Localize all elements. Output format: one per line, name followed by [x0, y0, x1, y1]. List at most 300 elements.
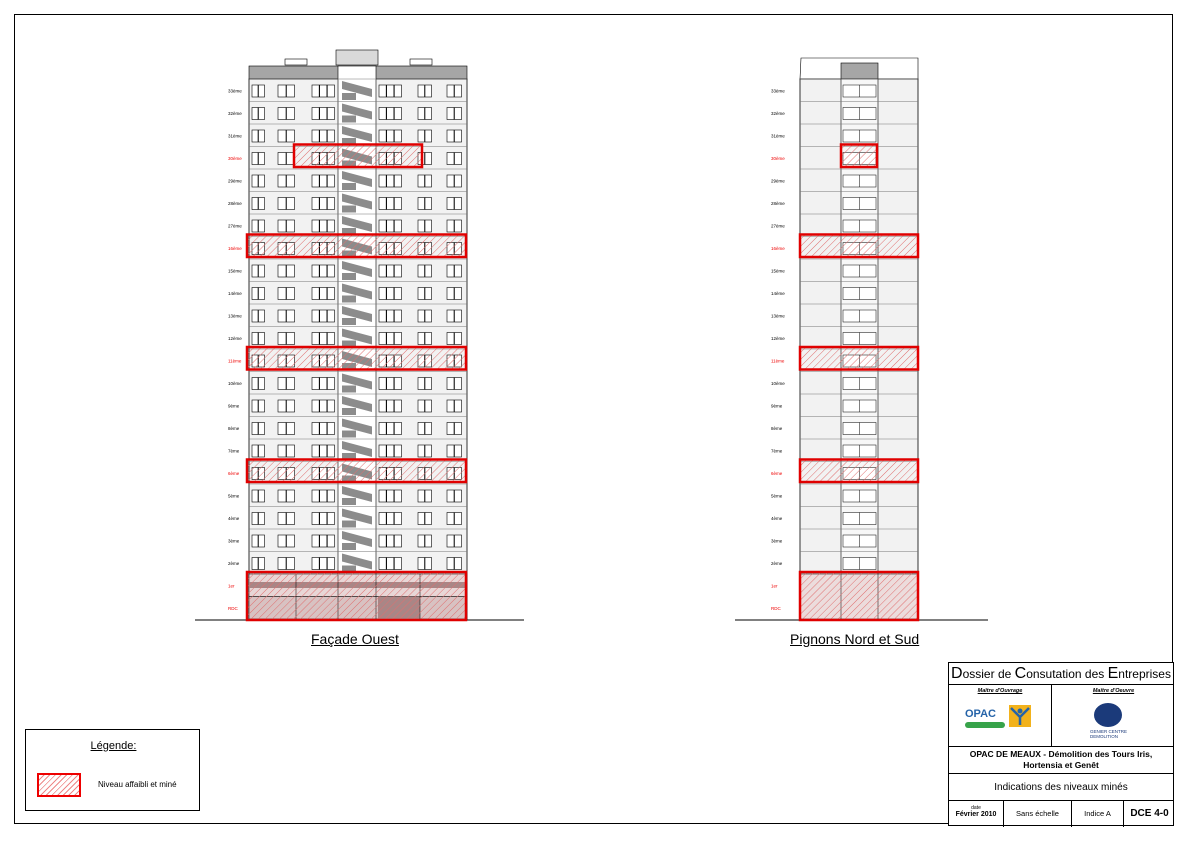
mined-zone-hatch [247, 235, 466, 258]
window [447, 400, 454, 412]
west-level-label: 12ème [228, 335, 242, 341]
window [387, 175, 394, 187]
window [320, 333, 327, 345]
window [387, 220, 394, 232]
window [425, 198, 432, 210]
window [327, 378, 334, 390]
legend-swatch-mined [37, 773, 81, 797]
window [387, 445, 394, 457]
window [455, 423, 462, 435]
window [418, 220, 425, 232]
window [259, 288, 265, 300]
window [387, 535, 394, 547]
reference-cell: DCE 4-0 [1130, 808, 1169, 819]
window [287, 310, 295, 322]
window [447, 490, 454, 502]
window [455, 198, 462, 210]
window [418, 490, 425, 502]
window [418, 558, 425, 570]
window [418, 423, 425, 435]
west-level-label: 13ème [228, 313, 242, 319]
window [252, 220, 258, 232]
window [278, 265, 286, 277]
opac-logo-text: OPAC [965, 708, 996, 720]
pignon-level-label: 1er [771, 583, 778, 589]
pignon-level-label: 29ème [771, 178, 785, 184]
window [447, 333, 454, 345]
window [259, 490, 265, 502]
mined-zone-hatch [247, 347, 466, 370]
window [327, 175, 334, 187]
window [312, 288, 319, 300]
window [287, 108, 295, 120]
west-level-label: 10ème [228, 380, 242, 386]
west-level-label: RDC [228, 605, 238, 611]
mined-zone-hatch [800, 347, 918, 370]
stair-landing [342, 206, 356, 213]
pignon-level-label: 9ème [771, 403, 783, 409]
window [312, 310, 319, 322]
window [312, 175, 319, 187]
window [252, 558, 258, 570]
window [425, 265, 432, 277]
window [394, 85, 401, 97]
window [418, 85, 425, 97]
window [418, 535, 425, 547]
title-letter-e: E [1107, 665, 1119, 682]
title-part-1: ossier de [962, 667, 1015, 681]
legend-box [25, 729, 200, 811]
window [278, 175, 286, 187]
window [278, 445, 286, 457]
window [379, 220, 386, 232]
window [387, 558, 394, 570]
window [455, 310, 462, 322]
stair-landing [342, 273, 356, 280]
window [455, 490, 462, 502]
window [379, 535, 386, 547]
window [287, 423, 295, 435]
window [418, 265, 425, 277]
owner-label: Maître d'Ouvrage [977, 688, 1023, 694]
west-level-label: 31ème [228, 133, 242, 139]
window [252, 378, 258, 390]
window [312, 198, 319, 210]
window [425, 108, 432, 120]
window [287, 400, 295, 412]
window [418, 378, 425, 390]
window [252, 310, 258, 322]
window [379, 558, 386, 570]
west-level-label: 8ème [228, 425, 240, 431]
window [327, 445, 334, 457]
window [320, 558, 327, 570]
window [312, 400, 319, 412]
window [252, 333, 258, 345]
window [447, 445, 454, 457]
window [394, 220, 401, 232]
date-cell [949, 801, 1004, 827]
window [387, 310, 394, 322]
pignon-level-label: 2ème [771, 560, 783, 566]
window [387, 288, 394, 300]
window [320, 288, 327, 300]
window [394, 265, 401, 277]
window [394, 108, 401, 120]
window [287, 288, 295, 300]
window [287, 130, 295, 142]
west-level-label: 33ème [228, 88, 242, 94]
window [387, 108, 394, 120]
window [455, 333, 462, 345]
window [455, 265, 462, 277]
window [394, 513, 401, 525]
window [387, 265, 394, 277]
window [327, 535, 334, 547]
stair-landing [342, 93, 356, 100]
pignon-level-label: 33ème [771, 88, 785, 94]
window [287, 445, 295, 457]
window [447, 265, 454, 277]
window [418, 513, 425, 525]
window [320, 490, 327, 502]
window [312, 220, 319, 232]
window [455, 288, 462, 300]
date-label: date [971, 805, 981, 811]
window [394, 198, 401, 210]
west-level-label: 28ème [228, 200, 242, 206]
window [425, 175, 432, 187]
roof-stair-head [336, 50, 378, 65]
window [327, 198, 334, 210]
window [287, 378, 295, 390]
pignon-level-labels [771, 88, 785, 611]
pignon-level-label: 11ème [771, 358, 785, 364]
window [320, 130, 327, 142]
window [327, 220, 334, 232]
window [418, 400, 425, 412]
window [312, 108, 319, 120]
window [278, 153, 286, 165]
west-level-label: 1er [228, 583, 235, 589]
window [287, 85, 295, 97]
pignon-level-label: 27ème [771, 223, 785, 229]
window [278, 558, 286, 570]
window [455, 513, 462, 525]
pignon-level-label: 8ème [771, 425, 783, 431]
window [312, 535, 319, 547]
window [418, 198, 425, 210]
window [278, 423, 286, 435]
window [312, 85, 319, 97]
window [259, 108, 265, 120]
window [287, 558, 295, 570]
window [455, 378, 462, 390]
window [327, 265, 334, 277]
window [327, 490, 334, 502]
title-letter-c: C [1014, 665, 1027, 682]
window [379, 85, 386, 97]
moe-label: Maître d'Oeuvre [1092, 688, 1135, 694]
window [425, 490, 432, 502]
window [327, 108, 334, 120]
roof-box [285, 59, 307, 65]
west-level-label: 29ème [228, 178, 242, 184]
window [394, 535, 401, 547]
roof-core [841, 63, 878, 79]
window [394, 400, 401, 412]
window [455, 153, 462, 165]
pignon-level-label: 3ème [771, 538, 783, 544]
west-level-labels [228, 88, 242, 611]
west-level-label: 14ème [228, 290, 242, 296]
window [252, 130, 258, 142]
stair-landing [342, 183, 356, 190]
window [287, 220, 295, 232]
west-level-label: 2ème [228, 560, 240, 566]
window [327, 423, 334, 435]
window [312, 265, 319, 277]
pignon-level-label: 13ème [771, 313, 785, 319]
moe-cell [1052, 685, 1175, 747]
window [387, 198, 394, 210]
window [379, 490, 386, 502]
window [455, 558, 462, 570]
window [320, 513, 327, 525]
pignon-level-label: 16ème [771, 245, 785, 251]
window [379, 310, 386, 322]
mined-zone-hatch [800, 460, 918, 483]
window [387, 423, 394, 435]
legend-title: Légende: [90, 740, 137, 752]
window [252, 153, 258, 165]
window [379, 198, 386, 210]
window [320, 535, 327, 547]
window [287, 333, 295, 345]
window [447, 288, 454, 300]
window [418, 108, 425, 120]
title-block-heading [949, 663, 1173, 685]
window [320, 400, 327, 412]
window [252, 513, 258, 525]
window [278, 85, 286, 97]
window [425, 513, 432, 525]
window [287, 198, 295, 210]
window [447, 220, 454, 232]
stair-landing [342, 431, 356, 438]
window [455, 445, 462, 457]
window [252, 85, 258, 97]
pignon-level-label: 7ème [771, 448, 783, 454]
roof-box [410, 59, 432, 65]
window [418, 333, 425, 345]
window [327, 130, 334, 142]
window [455, 108, 462, 120]
window [447, 175, 454, 187]
window [320, 85, 327, 97]
window [379, 175, 386, 187]
legend-label-mined: Niveau affaibli et miné [98, 780, 177, 789]
genier-logo-globe-icon [1094, 703, 1122, 727]
window [287, 535, 295, 547]
client-line-1: OPAC DE MEAUX - Démolition des Tours Iris, [969, 749, 1153, 759]
window [327, 400, 334, 412]
window [312, 445, 319, 457]
window [259, 130, 265, 142]
window [320, 198, 327, 210]
window [312, 378, 319, 390]
window [387, 333, 394, 345]
window [259, 558, 265, 570]
window [327, 513, 334, 525]
window [425, 378, 432, 390]
mined-zone-hatch [800, 235, 918, 258]
window [259, 535, 265, 547]
window [387, 130, 394, 142]
window [425, 445, 432, 457]
window [447, 153, 454, 165]
window [387, 378, 394, 390]
window [455, 175, 462, 187]
window [425, 153, 432, 165]
window [278, 220, 286, 232]
window [312, 333, 319, 345]
window [425, 130, 432, 142]
window [278, 198, 286, 210]
window [278, 490, 286, 502]
window [252, 265, 258, 277]
window [455, 130, 462, 142]
pignon-level-label: 10ème [771, 380, 785, 386]
west-level-label: 30ème [228, 155, 242, 161]
window [312, 558, 319, 570]
west-level-label: 11ème [228, 358, 242, 364]
title-block-footer [949, 801, 1173, 827]
pignon-level-label: 28ème [771, 200, 785, 206]
window [394, 378, 401, 390]
window [278, 288, 286, 300]
west-level-label: 5ème [228, 493, 240, 499]
mined-zone-hatch [247, 460, 466, 483]
window [327, 310, 334, 322]
west-level-label: 16ème [228, 245, 242, 251]
window [447, 423, 454, 435]
window [425, 558, 432, 570]
window [278, 400, 286, 412]
window [259, 175, 265, 187]
mined-zone-hatch [294, 145, 422, 168]
owner-cell [949, 685, 1052, 747]
window [425, 400, 432, 412]
title-block-subject: Indications des niveaux minés [949, 774, 1173, 801]
date-value: Février 2010 [955, 811, 997, 818]
window [252, 288, 258, 300]
pignon-level-label: RDC [771, 605, 781, 611]
window [447, 130, 454, 142]
window [379, 423, 386, 435]
client-line-2: Hortensia et Genêt [1023, 760, 1099, 770]
genier-logo [1090, 699, 1130, 741]
mined-zone-hatch [841, 145, 877, 168]
window [447, 558, 454, 570]
window [287, 265, 295, 277]
window [320, 423, 327, 435]
window [327, 288, 334, 300]
window [447, 310, 454, 322]
window [278, 513, 286, 525]
window [387, 513, 394, 525]
window [455, 535, 462, 547]
window [379, 108, 386, 120]
genier-logo-text: GENIER CENTRE DEMOLITION [1090, 729, 1128, 739]
pignon-level-label: 14ème [771, 290, 785, 296]
stair-landing [342, 386, 356, 393]
window [252, 490, 258, 502]
window [447, 513, 454, 525]
west-level-label: 27ème [228, 223, 242, 229]
window [327, 85, 334, 97]
window [252, 400, 258, 412]
title-block-client [949, 747, 1173, 774]
window [259, 423, 265, 435]
window [287, 175, 295, 187]
pignon-level-label: 30ème [771, 155, 785, 161]
west-level-label: 6ème [228, 470, 240, 476]
stair-landing [342, 296, 356, 303]
window [394, 445, 401, 457]
window [394, 333, 401, 345]
opac-logo-bar [965, 722, 1005, 728]
window [394, 310, 401, 322]
scale-cell: Sans échelle [1004, 801, 1072, 827]
title-letter-d: D [951, 665, 963, 682]
window [320, 175, 327, 187]
window [252, 198, 258, 210]
window [287, 513, 295, 525]
window [259, 220, 265, 232]
window [447, 378, 454, 390]
window [320, 265, 327, 277]
window [259, 513, 265, 525]
west-level-label: 32ème [228, 110, 242, 116]
window [320, 220, 327, 232]
west-level-label: 15ème [228, 268, 242, 274]
window [327, 333, 334, 345]
window [259, 310, 265, 322]
west-level-label: 7ème [228, 448, 240, 454]
window [259, 85, 265, 97]
stair-landing [342, 498, 356, 505]
window [447, 85, 454, 97]
window [425, 85, 432, 97]
west-level-label: 9ème [228, 403, 240, 409]
window [379, 378, 386, 390]
stair-landing [342, 521, 356, 528]
window [312, 490, 319, 502]
window [259, 400, 265, 412]
stair-landing [342, 318, 356, 325]
window [447, 108, 454, 120]
window [418, 288, 425, 300]
mined-zone-hatch [800, 572, 918, 620]
window [418, 130, 425, 142]
window [259, 445, 265, 457]
west-level-label: 3ème [228, 538, 240, 544]
window [379, 333, 386, 345]
pignon-level-label: 31ème [771, 133, 785, 139]
opac-logo-mark-icon [1009, 705, 1031, 727]
window [379, 288, 386, 300]
